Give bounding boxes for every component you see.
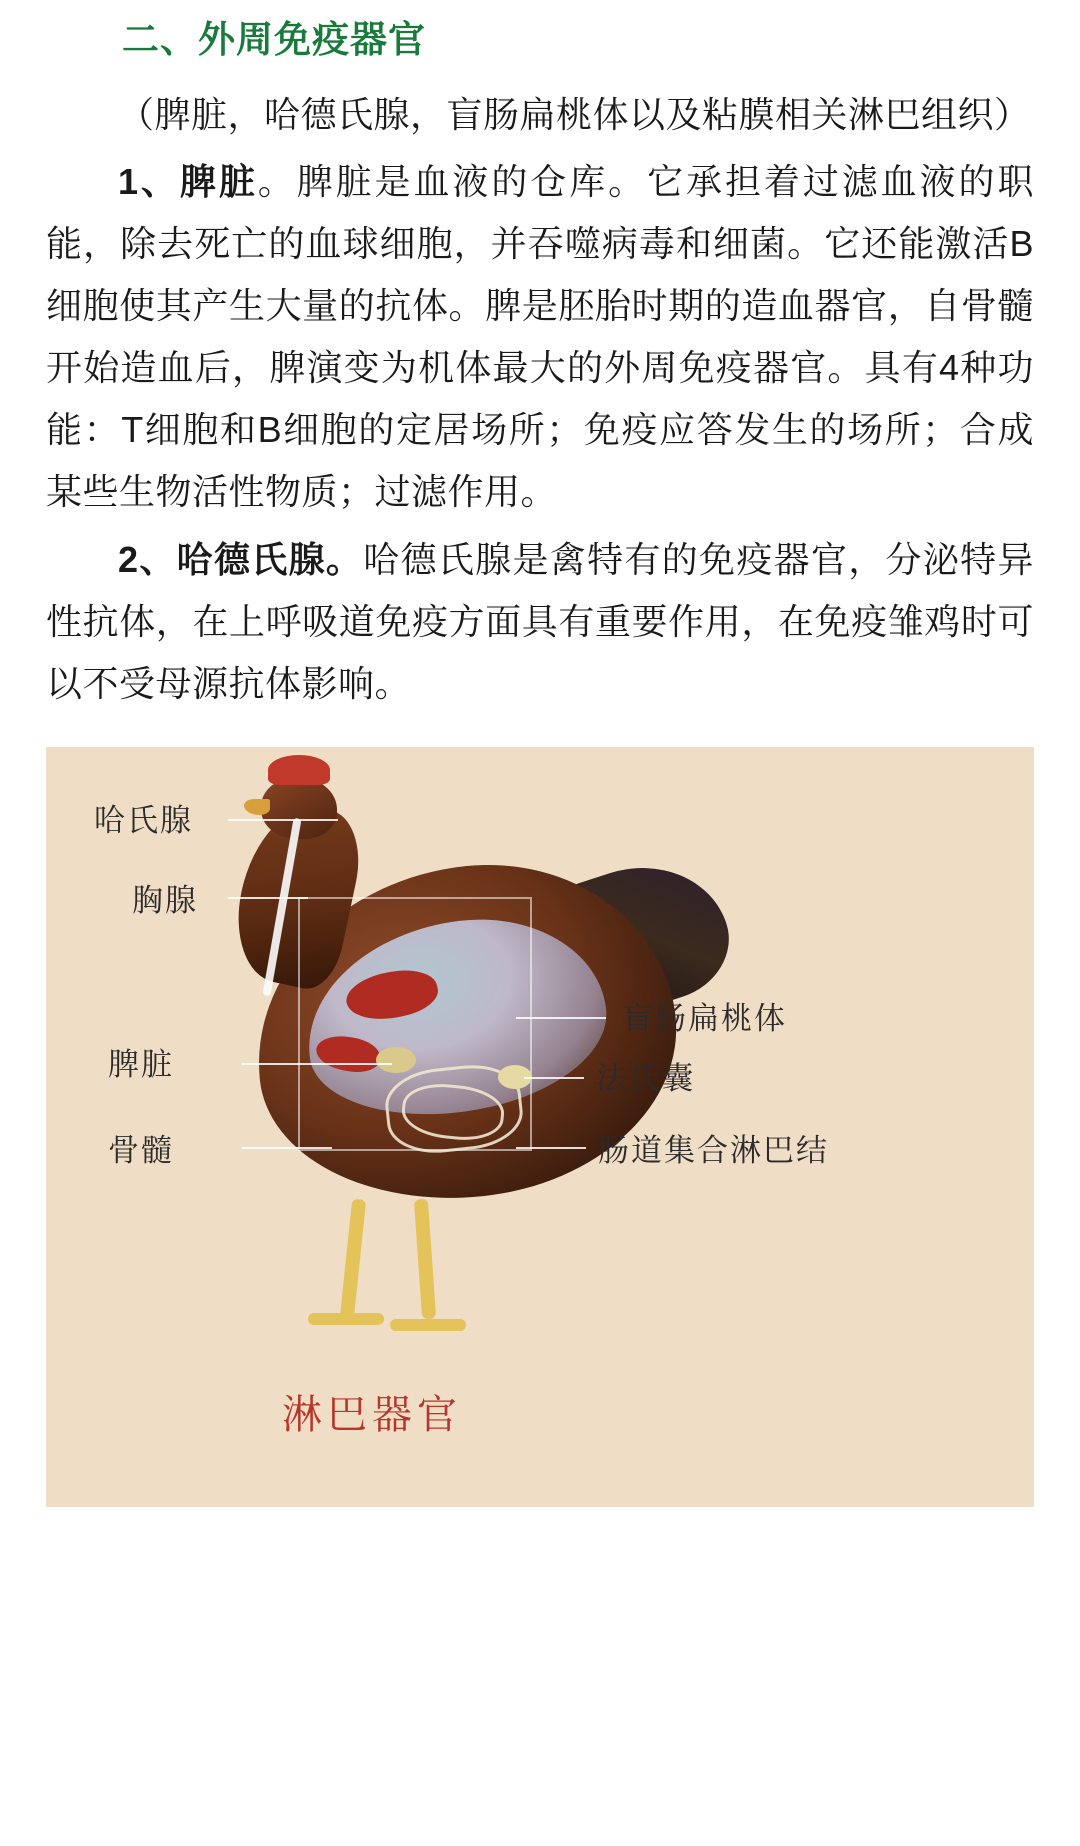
leader-line-spleen (242, 1063, 392, 1065)
leader-line-thymus (228, 897, 308, 899)
label-cecal-tonsil: 盲肠扁桃体 (622, 1000, 787, 1036)
chicken-lymphoid-organs-figure (46, 747, 1034, 1507)
chicken-comb-shape (268, 755, 330, 785)
figure-canvas (46, 747, 1034, 1507)
page-title: 二、外周免疫器官 (122, 19, 426, 60)
spleen-shape (376, 1047, 416, 1073)
leader-line-bursa (524, 1077, 584, 1079)
leader-line-gut-lymph (516, 1147, 586, 1149)
chicken-leg-left-shape (340, 1198, 366, 1319)
list-number-1: 1、 (118, 161, 180, 203)
label-harderian-gland: 哈氏腺 (94, 802, 193, 838)
leader-line-bone-marrow (242, 1147, 332, 1149)
chicken-foot-right-shape (390, 1319, 466, 1331)
paragraph-harderian (46, 529, 1034, 715)
paragraph-spleen (46, 151, 1034, 522)
label-spleen: 脾脏 (108, 1046, 174, 1082)
figure-caption: 淋巴器官 (282, 1392, 462, 1437)
term-spleen: 脾脏 (179, 161, 258, 203)
chicken-foot-left-shape (308, 1313, 384, 1325)
label-bursa-of-fabricius: 法氏囊 (596, 1060, 695, 1096)
label-thymus: 胸腺 (132, 882, 198, 918)
label-gut-lymph-nodes: 肠道集合淋巴结 (598, 1132, 829, 1168)
chicken-leg-right-shape (414, 1198, 436, 1319)
list-number-2: 2、 (118, 538, 177, 580)
paragraph-spleen-body: 。脾脏是血液的仓库。它承担着过滤血液的职能，除去死亡的血球细胞，并吞噬病毒和细菌。它还能激活B细胞使其产生大量的抗体。脾是胚胎时期的造血器官，自骨髓开始造血后，脾演变为机体最大的外周免疫器官。具有4种功能：T细胞和B细胞的定居场所；免疫应答发生的场所；合成某些生物活性物质；过滤作用。 (46, 161, 1034, 512)
paragraph-harderian-body: 哈德氏腺是禽特有的免疫器官，分泌特异性抗体，在上呼吸道免疫方面具有重要作用，在免疫雏鸡时可以不受母源抗体影响。 (46, 538, 1034, 704)
paragraph-organs-list: （脾脏，哈德氏腺，盲肠扁桃体以及粘膜相关淋巴组织） (118, 93, 1031, 135)
document-page (0, 12, 1080, 1846)
label-bone-marrow: 骨髓 (108, 1132, 174, 1168)
chicken-beak-shape (244, 799, 270, 815)
term-harderian-gland: 哈德氏腺。 (176, 538, 364, 580)
leader-line-cecal-tonsil (516, 1017, 606, 1019)
leader-line-harderian (228, 819, 338, 821)
